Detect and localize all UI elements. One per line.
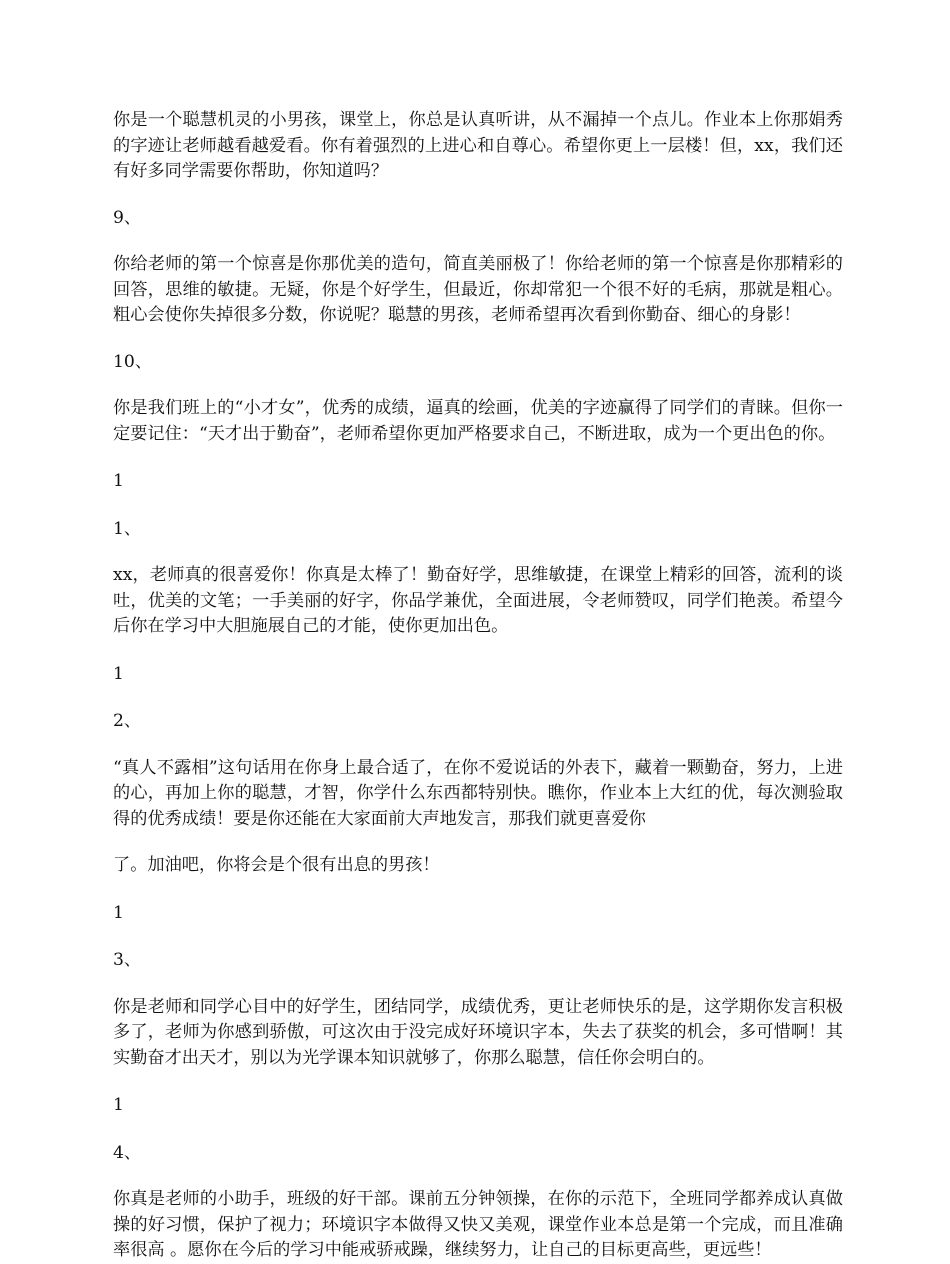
paragraph: 你真是老师的小助手，班级的好干部。课前五分钟领操，在你的示范下，全班同学都养成认真做操的好习惯，保护了视力；环境识字本做得又快又美观，课堂作业本总是第一个完成，而且准确率很高 。愿你在今后的学习中能戒骄戒躁，继续努力，让自己的目标更高些，更远些！ [113, 1189, 843, 1260]
item-number: 10、 [113, 351, 153, 372]
item-number: 2、 [113, 711, 142, 731]
item-number: 1、 [113, 518, 142, 539]
item-number: 1 [113, 471, 124, 491]
item-number: 1 [113, 663, 124, 684]
paragraph: 你给老师的第一个惊喜是你那优美的造句，简直美丽极了！你给老师的第一个惊喜是你那精彩的回答，思维的敏捷。无疑，你是个好学生，但最近，你却常犯一个很不好的毛病，那就是粗心。粗心会使你失掉很多分数，你说呢？聪慧的男孩，老师希望再次看到你勤奋、细心的身影！ [113, 254, 843, 325]
item-number: 1 [113, 902, 124, 923]
item-number: 9、 [113, 207, 142, 228]
document-page [113, 108, 843, 1264]
paragraph: “真人不露相”这句话用在你身上最合适了，在你不爱说话的外表下，藏着一颗勤奋，努力，上进的心，再加上你的聪慧，才智，你学什么东西都特别快。瞧你，作业本上大红的优，每次测验取得的优秀成绩！要是你还能在大家面前大声地发言，那我们就更喜爱你 [113, 757, 843, 829]
item-number: 1 [113, 1095, 124, 1115]
item-number: 3、 [113, 950, 142, 970]
paragraph: 了。加油吧，你将会是个很有出息的男孩！ [113, 855, 440, 875]
paragraph: xx，老师真的很喜爱你！你真是太棒了！勤奋好学，思维敏捷，在课堂上精彩的回答，流利的谈吐，优美的文笔；一手美丽的好字，你品学兼优，全面进展，令老师赞叹，同学们艳羡。希望今后你在学习中大胆施展自己的才能，使你更加出色。 [113, 565, 843, 636]
paragraph: 你是我们班上的“小才女”，优秀的成绩，逼真的绘画，优美的字迹赢得了同学们的青睐。但你一定要记住：“天才出于勤奋”，老师希望你更加严格要求自己，不断进取，成为一个更出色的你。 [113, 398, 843, 444]
paragraph: 你是老师和同学心目中的好学生，团结同学，成绩优秀，更让老师快乐的是，这学期你发言积极多了，老师为你感到骄傲，可这次由于没完成好环境识字本，失去了获奖的机会，多可惜啊！其实勤奋才出天才，别以为光学课本知识就够了，你那么聪慧，信任你会明白的。 [113, 996, 843, 1068]
item-number: 4、 [113, 1142, 142, 1163]
paragraph: 你是一个聪慧机灵的小男孩，课堂上，你总是认真听讲，从不漏掉一个点儿。作业本上你那娟秀的字迹让老师越看越爱看。你有着强烈的上进心和自尊心。希望你更上一层楼！但，xx，我们还有好多同学需要你帮助，你知道吗？ [113, 110, 843, 181]
